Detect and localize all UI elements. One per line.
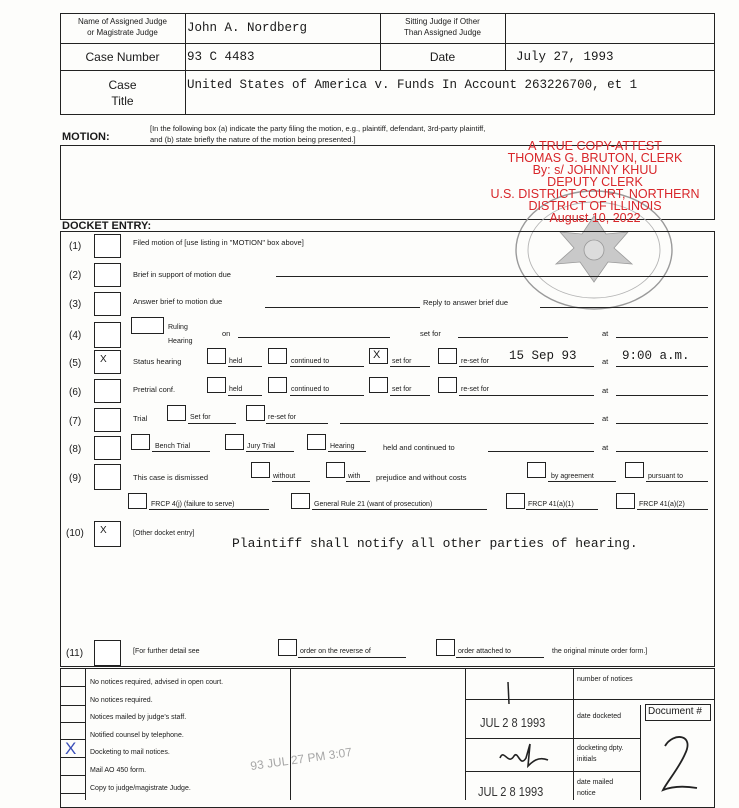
by-agreement-checkbox[interactable] xyxy=(527,462,546,478)
general-rule-checkbox[interactable] xyxy=(291,493,310,509)
frcp41a2-label: FRCP 41(a)(2) xyxy=(639,501,685,508)
row-checkbox[interactable] xyxy=(94,292,121,316)
header-divider xyxy=(60,70,715,71)
notices-divider xyxy=(60,686,85,687)
row9-line xyxy=(312,509,487,510)
row4-line xyxy=(458,337,568,338)
row6-line xyxy=(290,395,364,396)
notices-divider xyxy=(60,775,85,776)
notices-divider xyxy=(640,705,641,800)
hearing-label: Hearing xyxy=(168,338,193,345)
set-for-label: Set for xyxy=(190,414,211,421)
continued-label: continued to xyxy=(291,358,330,365)
further-detail-label: [For further detail see xyxy=(133,648,200,655)
pursuant-checkbox[interactable] xyxy=(625,462,644,478)
continued-label: continued to xyxy=(291,386,330,393)
row-number: (4) xyxy=(69,330,82,341)
row8-line xyxy=(328,451,366,452)
reset-for-checkbox[interactable] xyxy=(438,377,457,393)
at-label: at xyxy=(602,357,609,366)
row9-line xyxy=(526,509,598,510)
date-mailed-label: date mailed notice xyxy=(577,779,614,797)
row-number: (1) xyxy=(69,241,82,252)
hearing-checkbox[interactable] xyxy=(307,434,326,450)
row5-line xyxy=(290,366,364,367)
reset-for-checkbox[interactable] xyxy=(438,348,457,364)
held-label: held xyxy=(229,386,243,393)
pretrial-label: Pretrial conf. xyxy=(133,385,176,394)
trial-label: Trial xyxy=(133,414,148,423)
frcp41a2-checkbox[interactable] xyxy=(616,493,635,509)
ruling-hearing-checkbox[interactable] xyxy=(131,317,164,334)
row-number: (11) xyxy=(66,648,84,659)
date-label: Date xyxy=(429,50,456,64)
row7-line xyxy=(266,423,328,424)
ruling-label: Ruling xyxy=(168,324,188,331)
notices-divider xyxy=(465,668,466,800)
notice-item: Notices mailed by judge's staff. xyxy=(90,714,187,722)
continued-checkbox[interactable] xyxy=(268,348,287,364)
row8-line xyxy=(616,451,708,452)
document-number-label: Document # xyxy=(648,706,702,717)
docketed-date-stamp: JUL 2 8 1993 xyxy=(480,715,546,730)
row-check-mark: X xyxy=(100,525,107,536)
reset-for-label: re-set for xyxy=(461,358,490,365)
row2-line xyxy=(276,276,708,277)
set-for-mark: X xyxy=(373,349,381,361)
notice-item: Docketing to mail notices. xyxy=(90,749,170,757)
prejudice-label: prejudice and without costs xyxy=(376,473,467,482)
with-label: with xyxy=(348,473,361,480)
row3-text2: Reply to answer brief due xyxy=(423,298,509,307)
row9-line xyxy=(637,509,708,510)
notices-divider xyxy=(573,668,574,800)
row5-line xyxy=(616,366,708,367)
reverse-label: order on the reverse of xyxy=(300,648,371,655)
sitting-judge-label: Sitting Judge if Other Than Assigned Judge xyxy=(404,17,481,37)
row3-text: Answer brief to motion due xyxy=(133,297,223,306)
held-checkbox[interactable] xyxy=(207,348,226,364)
frcp41a1-checkbox[interactable] xyxy=(506,493,525,509)
row-number: (10) xyxy=(66,528,84,539)
notices-divider xyxy=(60,793,85,794)
date-docketed-label: date docketed xyxy=(577,713,621,720)
set-for-checkbox[interactable] xyxy=(369,377,388,393)
set-for-label: set for xyxy=(392,386,412,393)
row11-line xyxy=(298,657,406,658)
notice-item: No notices required. xyxy=(90,696,153,704)
status-hearing-date: 15 Sep 93 xyxy=(509,349,577,363)
notices-divider xyxy=(290,668,291,800)
row6-line xyxy=(228,395,262,396)
notices-divider xyxy=(60,722,85,723)
motion-instructions: [In the following box (a) indicate the party filing the motion, e.g., plaintiff, defendant, 3rd-party plaintiff, and (b) state briefly the nature of the motion being presented.] xyxy=(150,124,486,144)
row8-line xyxy=(488,451,594,452)
header-divider xyxy=(185,13,186,115)
dismissed-label: This case is dismissed xyxy=(133,473,209,482)
on-label: on xyxy=(222,329,231,338)
without-checkbox[interactable] xyxy=(251,462,270,478)
row-checkbox[interactable] xyxy=(94,640,121,666)
other-entry-label: [Other docket entry] xyxy=(133,530,195,537)
bench-trial-checkbox[interactable] xyxy=(131,434,150,450)
notices-divider xyxy=(60,705,85,706)
row5-line xyxy=(228,366,262,367)
judge-label: Name of Assigned Judge or Magistrate Judge xyxy=(78,17,167,37)
mailed-date-stamp: JUL 2 8 1993 xyxy=(478,784,544,799)
at-label: at xyxy=(602,414,609,423)
row-number: (3) xyxy=(69,299,82,310)
row7-line xyxy=(188,423,236,424)
row-checkbox[interactable] xyxy=(94,379,121,403)
frcp4-label: FRCP 4(j) (failure to serve) xyxy=(151,501,235,508)
motion-label: MOTION: xyxy=(62,131,110,143)
jury-trial-label: Jury Trial xyxy=(247,443,276,450)
case-title-value: United States of America v. Funds In Account 263226700, et 1 xyxy=(187,78,638,92)
set-for-label: set for xyxy=(420,329,441,338)
certification-stamp: A TRUE COPY-ATTEST THOMAS G. BRUTON, CLERK By: s/ JOHNNY KHUU DEPUTY CLERK U.S. DISTRICT COURT, NORTHERN DISTRICT OF ILLINOIS August 10, 2022 xyxy=(490,139,700,225)
other-entry-text: Plaintiff shall notify all other parties of hearing. xyxy=(232,536,638,551)
held-continued-label: held and continued to xyxy=(383,443,455,452)
hearing-label: Hearing xyxy=(330,443,355,450)
row-number: (6) xyxy=(69,387,82,398)
held-checkbox[interactable] xyxy=(207,377,226,393)
row6-line xyxy=(616,395,708,396)
number-of-notices-label: number of notices xyxy=(577,676,633,683)
row6-line xyxy=(390,395,430,396)
case-title-label: Case Title xyxy=(108,78,137,108)
status-hearing-label: Status hearing xyxy=(133,357,182,366)
row-checkbox[interactable] xyxy=(94,521,121,547)
notices-list xyxy=(90,674,223,797)
notices-divider xyxy=(85,668,86,800)
at-label: at xyxy=(602,329,609,338)
with-checkbox[interactable] xyxy=(326,462,345,478)
row4-line xyxy=(616,337,708,338)
status-hearing-time: 9:00 a.m. xyxy=(622,349,690,363)
row-number: (7) xyxy=(69,416,82,427)
row9-line xyxy=(149,509,269,510)
bench-trial-label: Bench Trial xyxy=(155,443,191,450)
row5-line xyxy=(459,366,594,367)
notice-item: Mail AO 450 form. xyxy=(90,766,147,774)
initials-signature-icon xyxy=(494,738,554,772)
row-number: (8) xyxy=(69,444,82,455)
row9-line xyxy=(272,481,310,482)
docketing-mark: X xyxy=(65,739,77,758)
general-rule-label: General Rule 21 (want of prosecution) xyxy=(314,501,433,508)
row11-line xyxy=(456,657,544,658)
case-number-label: Case Number xyxy=(85,50,160,64)
handwritten-stroke-icon xyxy=(502,680,516,706)
pursuant-label: pursuant to xyxy=(648,473,684,480)
reverse-checkbox[interactable] xyxy=(278,639,297,656)
at-label: at xyxy=(602,386,609,395)
row9-line xyxy=(346,481,370,482)
by-agreement-label: by agreement xyxy=(551,473,594,480)
row4-line xyxy=(238,337,390,338)
row-check-mark: X xyxy=(100,354,107,365)
row3-line xyxy=(265,307,420,308)
header-divider xyxy=(505,13,506,70)
reset-for-checkbox[interactable] xyxy=(246,405,265,421)
row-number: (2) xyxy=(69,270,82,281)
case-number-value: 93 C 4483 xyxy=(187,50,255,64)
original-minute-label: the original minute order form.] xyxy=(552,648,648,655)
frcp41a1-label: FRCP 41(a)(1) xyxy=(528,501,574,508)
docketing-initials-label: docketing dpty. initials xyxy=(577,745,624,763)
without-label: without xyxy=(273,473,296,480)
row8-line xyxy=(246,451,294,452)
row-checkbox[interactable] xyxy=(94,408,121,432)
header-divider xyxy=(60,43,715,44)
date-value: July 27, 1993 xyxy=(516,50,614,64)
continued-checkbox[interactable] xyxy=(268,377,287,393)
row7-line xyxy=(616,423,708,424)
handwritten-number-icon xyxy=(655,728,705,798)
received-stamp: 93 JUL 27 PM 3:07 xyxy=(249,744,353,774)
row5-line xyxy=(390,366,430,367)
row9-line xyxy=(548,481,616,482)
attached-label: order attached to xyxy=(458,648,511,655)
row-checkbox[interactable] xyxy=(94,322,121,348)
set-for-checkbox[interactable] xyxy=(167,405,186,421)
notice-item: No notices required, advised in open court. xyxy=(90,679,224,686)
row9-line xyxy=(646,481,708,482)
notice-item: Copy to judge/magistrate Judge. xyxy=(90,784,191,792)
held-label: held xyxy=(229,358,243,365)
row7-line xyxy=(340,423,594,424)
row3-line xyxy=(540,307,708,308)
reset-for-label: re-set for xyxy=(268,414,297,421)
row1-text: Filed motion of [use listing in "MOTION" box above] xyxy=(133,238,304,247)
frcp4-checkbox[interactable] xyxy=(128,493,147,509)
jury-trial-checkbox[interactable] xyxy=(225,434,244,450)
set-for-label: set for xyxy=(392,358,412,365)
row-checkbox[interactable] xyxy=(94,350,121,374)
row-checkbox[interactable] xyxy=(94,436,121,460)
row-checkbox[interactable] xyxy=(94,234,121,258)
notice-item: Notified counsel by telephone. xyxy=(90,731,184,739)
reset-for-label: re-set for xyxy=(461,386,490,393)
at-label: at xyxy=(602,443,609,452)
row-number: (9) xyxy=(69,473,82,484)
row-checkbox[interactable] xyxy=(94,464,121,490)
docket-entry-label: DOCKET ENTRY: xyxy=(62,220,152,232)
row8-line xyxy=(152,451,210,452)
attached-checkbox[interactable] xyxy=(436,639,455,656)
row6-line xyxy=(459,395,594,396)
row-checkbox[interactable] xyxy=(94,263,121,287)
row2-text: Brief in support of motion due xyxy=(133,270,231,279)
judge-value: John A. Nordberg xyxy=(187,21,308,35)
row-number: (5) xyxy=(69,358,82,369)
